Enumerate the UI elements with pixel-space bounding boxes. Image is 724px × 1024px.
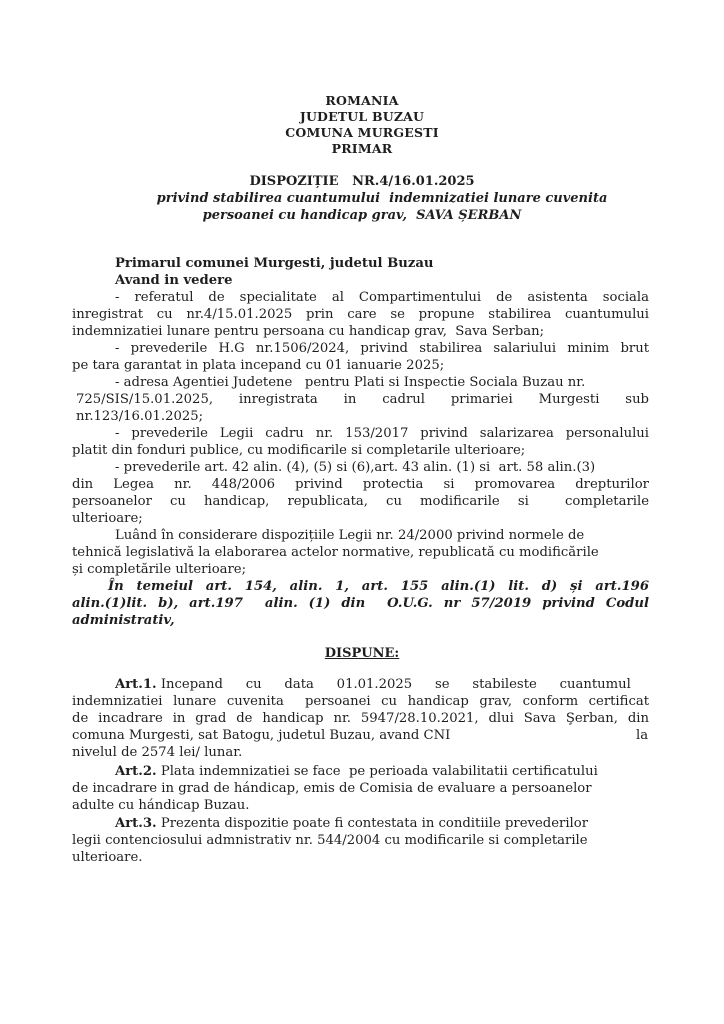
preamble-line: - prevederile H.G nr.1506/2024, privind stabilirea salariului minim brut: [115, 341, 649, 356]
preamble-line: - referatul de specialitate al Compartimentului de asistenta sociala: [115, 290, 649, 305]
article-1: [115, 676, 649, 693]
preamble-line: 725/SIS/15.01.2025, inregistrata in cadrul primariei Murgesti sub: [76, 392, 649, 407]
preamble-line: ulterioare;: [72, 511, 143, 526]
article-3: [115, 815, 649, 832]
preamble-line: tehnică legislativă la elaborarea actelor normative, republicată cu modificările: [72, 545, 599, 560]
article-line: Plata indemnizatiei se face pe perioada valabilitatii certificatului: [160, 764, 598, 779]
preamble-line: platit din fonduri publice, cu modificarile si completarile ulterioare;: [72, 443, 526, 458]
preamble-line: și completările ulterioare;: [72, 562, 247, 577]
article-line: adulte cu hándicap Buzau.: [72, 798, 250, 813]
article-line: la: [636, 728, 649, 743]
article-1-label: Art.1.: [115, 677, 157, 692]
header-commune: COMUNA MURGESTI: [285, 125, 439, 140]
preamble-line: din Legea nr. 448/2006 privind protectia si promovarea drepturilor: [72, 477, 649, 492]
document-title: DISPOZIȚIE NR.4/16.01.2025: [249, 174, 475, 189]
article-line: nivelul de 2574 lei/ lunar.: [72, 745, 243, 760]
considering-line: Avand in vedere: [115, 273, 233, 288]
article-line: Prezenta dispozitie poate fi contestata in conditiile prevederilor: [160, 816, 589, 831]
preamble-line: - adresa Agentiei Judetene pentru Plati si Inspectie Sociala Buzau nr.: [115, 375, 586, 390]
article-2: [115, 763, 649, 780]
article-line: indemnizatiei lunare cuvenita persoanei cu handicap grav, conform certificat: [72, 694, 649, 709]
header-county: JUDETUL BUZAU: [299, 109, 425, 124]
article-line: de incadrare in grad de handicap nr. 5947/28.10.2021, dlui Sava Şerban, din: [72, 711, 649, 726]
article-line: Incepand cu data 01.01.2025 se stabileste cuantumul: [160, 677, 631, 692]
preamble-line: nr.123/16.01.2025;: [76, 409, 204, 424]
preamble-line: pe tara garantat in plata incepand cu 01 ianuarie 2025;: [72, 358, 445, 373]
preamble-line: - prevederile art. 42 alin. (4), (5) si (6),art. 43 alin. (1) si art. 58 alin.(3): [115, 460, 596, 475]
legal-basis-line: administrativ,: [72, 613, 175, 628]
article-line: comuna Murgesti, sat Batogu, judetul Buzau, avand CNI: [72, 728, 451, 743]
dispune-heading: DISPUNE:: [324, 646, 400, 661]
article-3-label: Art.3.: [115, 816, 157, 831]
article-line: legii contenciosului admnistrativ nr. 544/2004 cu modificarile si completarile: [72, 833, 588, 848]
preamble-line: inregistrat cu nr.4/15.01.2025 prin care se propune stabilirea cuantumului: [72, 307, 649, 322]
preamble-line: persoanelor cu handicap, republicata, cu modificarile si completarile: [72, 494, 649, 509]
header-country: ROMANIA: [325, 93, 399, 108]
issuer-line: Primarul comunei Murgesti, judetul Buzau: [115, 256, 434, 271]
document-subtitle-line2: persoanei cu handicap grav, SAVA ȘERBAN: [202, 208, 522, 223]
article-2-label: Art.2.: [115, 764, 157, 779]
legal-basis-line: În temeiul art. 154, alin. 1, art. 155 alin.(1) lit. d) și art.196: [108, 579, 649, 594]
legal-basis-line: alin.(1)lit. b), art.197 alin. (1) din O.U.G. nr 57/2019 privind Codul: [72, 596, 649, 611]
preamble-line: indemnizatiei lunare pentru persoana cu handicap grav, Sava Serban;: [72, 324, 545, 339]
preamble-line: Luând în considerare dispozițiile Legii nr. 24/2000 privind normele de: [115, 528, 585, 543]
article-line: de incadrare in grad de hándicap, emis de Comisia de evaluare a persoanelor: [72, 781, 592, 796]
preamble-line: - prevederile Legii cadru nr. 153/2017 privind salarizarea personalului: [115, 426, 649, 441]
document-subtitle-line1: privind stabilirea cuantumului indemnizatiei lunare cuvenita: [156, 191, 608, 206]
article-line: ulterioare.: [72, 850, 143, 865]
header-office: PRIMAR: [331, 141, 393, 156]
